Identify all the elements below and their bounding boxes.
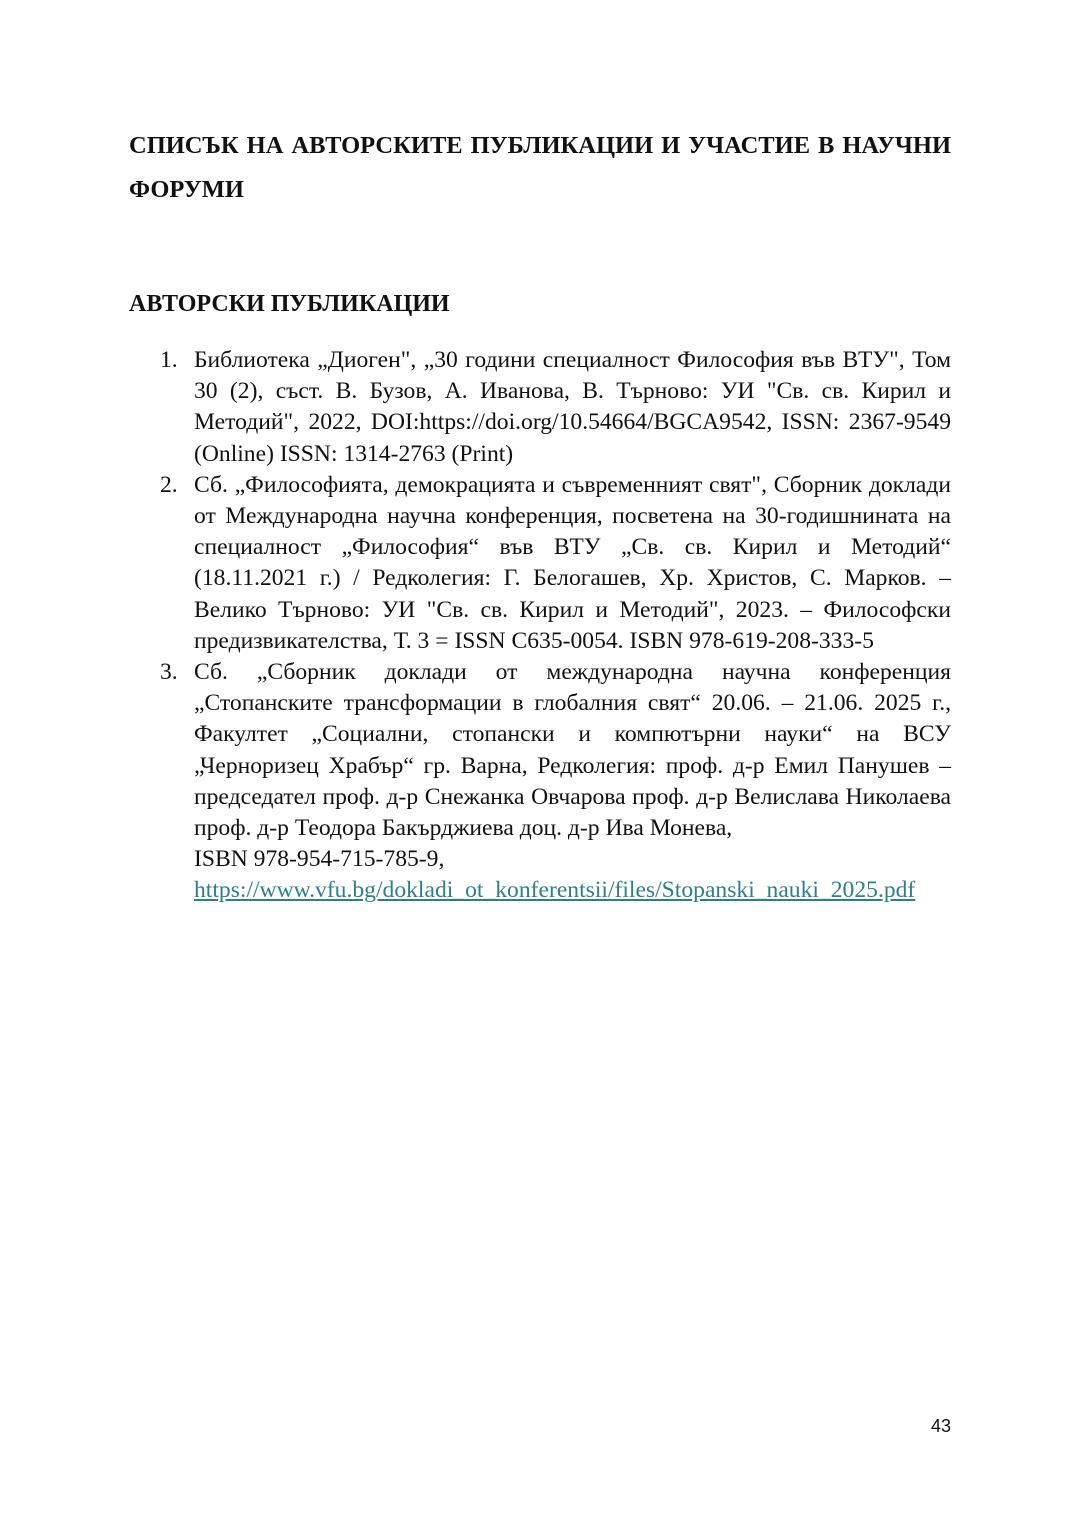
publication-list: [160, 345, 951, 907]
publication-text: Библиотека „Диоген", „30 години специалност Философия във ВТУ", Том 30 (2), съст. В. Бузов, А. Иванова, В. Търново: УИ "Св. св. Кирил и Методий", 2022, DOI:https://doi.org/10.54664/BGCA9542, ISSN: 2367-9549 (Online) ISSN: 1314-2763 (Print): [194, 347, 951, 467]
publication-number: 2.: [160, 471, 178, 498]
publication-text: Сб. „Философията, демокрацията и съвременният свят", Сборник доклади от Международна научна конференция, посветена на 30-годишнината на специалност „Философия“ във ВТУ „Св. св. Кирил и Методий“ (18.11.2021 г.) / Редколегия: Г. Белогашев, Хр. Христов, С. Марков. – Велико Търново: УИ "Св. св. Кирил и Методий", 2023. – Философски предизвикателства, Т. 3 = ISSN C635-0054. ISBN 978-619-208-333-5: [194, 471, 951, 654]
publication-item: [160, 657, 951, 907]
publication-item: [160, 345, 951, 470]
publication-text: Сб. „Сборник доклади от международна научна конференция „Стопанските трансформации в глобалния свят“ 20.06. – 21.06. 2025 г., Факултет „Социални, стопански и компютърни науки“ на ВСУ „Черноризец Храбър“ гр. Варна, Редколегия: проф. д-р Емил Панушев – председател проф. д-р Снежанка Овчарова проф. д-р Велислава Николаева проф. д-р Теодора Бакърджиева доц. д-р Ива Монева,: [194, 659, 951, 842]
section-heading: АВТОРСКИ ПУБЛИКАЦИИ: [129, 291, 450, 317]
publication-isbn: ISBN 978-954-715-785-9,: [194, 846, 445, 873]
publication-link[interactable]: https://www.vfu.bg/dokladi_ot_konferentsii/files/Stopanski_nauki_2025.pdf: [194, 877, 916, 904]
publication-number: 1.: [160, 347, 178, 373]
page-number: 43: [930, 1416, 951, 1436]
document-title: СПИСЪК НА АВТОРСКИТЕ ПУБЛИКАЦИИ И УЧАСТИЕ В НАУЧНИ ФОРУМИ: [129, 132, 951, 203]
publication-number: 3.: [160, 659, 178, 686]
publication-item: [160, 470, 951, 657]
